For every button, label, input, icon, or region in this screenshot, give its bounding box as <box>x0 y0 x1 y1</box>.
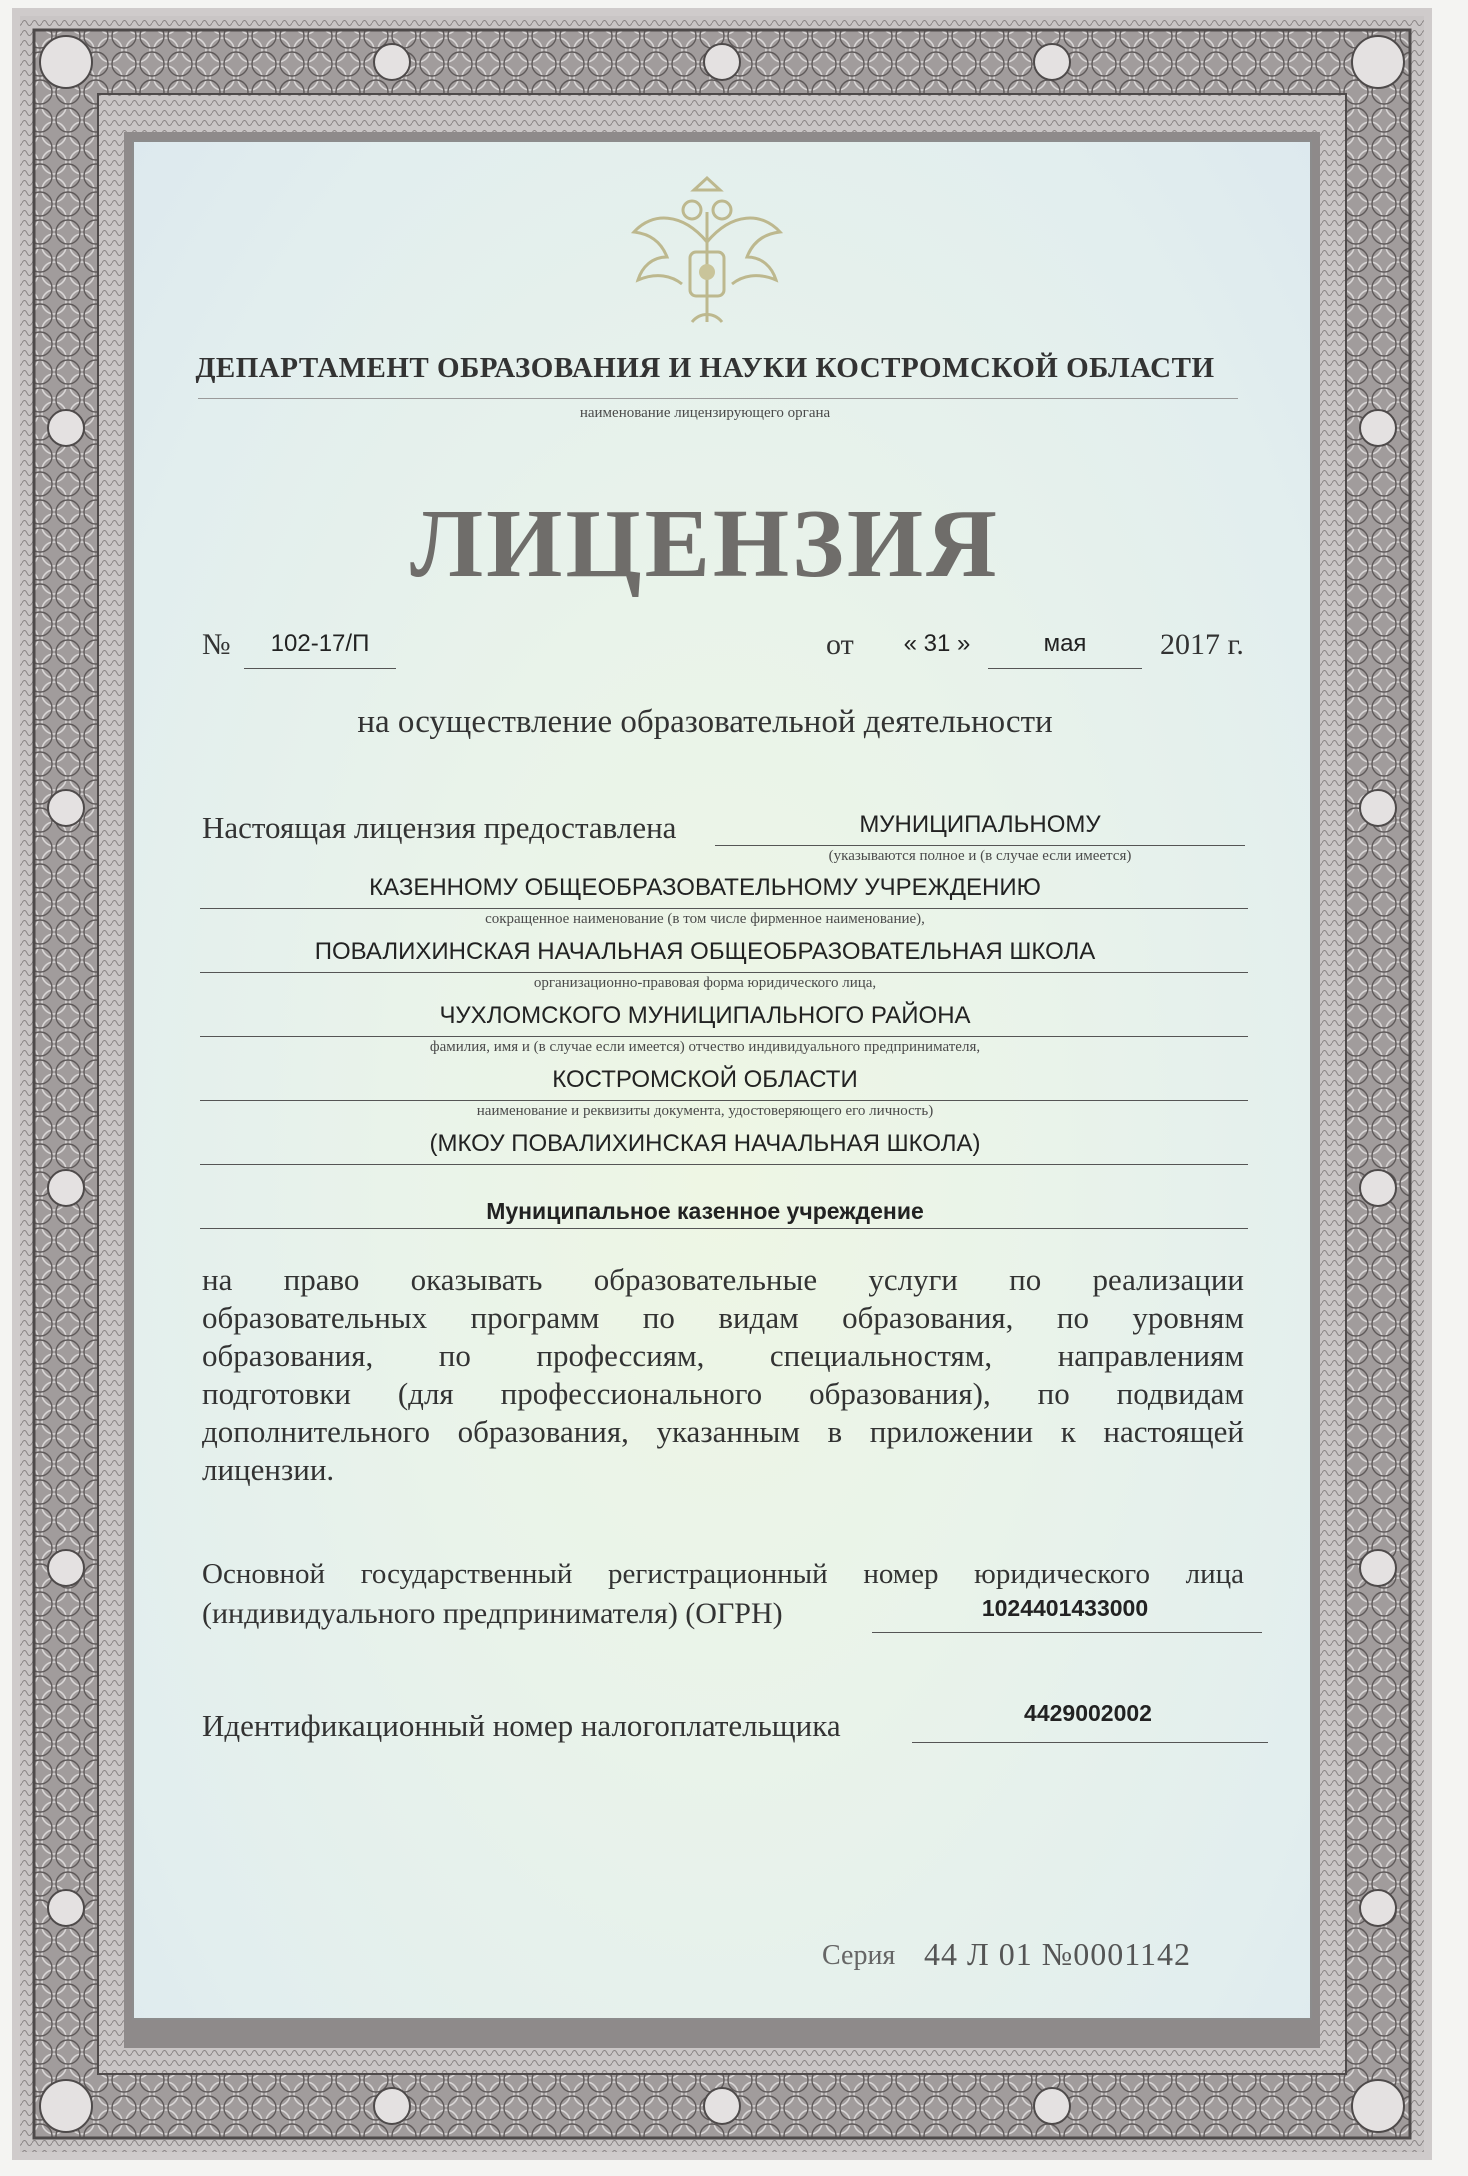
licensing-authority-name: ДЕПАРТАМЕНТ ОБРАЗОВАНИЯ И НАУКИ КОСТРОМСКОЙ ОБЛАСТИ <box>195 352 1215 384</box>
licensee-name-line-2: КАЗЕННОМУ ОБЩЕОБРАЗОВАТЕЛЬНОМУ УЧРЕЖДЕНИЮ <box>369 874 1041 901</box>
authority-caption: наименование лицензирующего органа <box>579 405 831 421</box>
right-text-line-3: образования, по профессиям, специальностям, направлениям <box>202 1338 1244 1373</box>
license-month: мая <box>1043 630 1087 657</box>
license-number: 102-17/П <box>270 630 370 657</box>
licensee-line-3-underline <box>200 972 1248 973</box>
caption-3: организационно-правовая форма юридического лица, <box>533 975 877 991</box>
inn-underline <box>912 1742 1268 1743</box>
caption-4: фамилия, имя и (в случае если имеется) отчество индивидуального предпринимателя, <box>429 1039 981 1055</box>
document-title: ЛИЦЕНЗИЯ <box>410 490 1000 598</box>
date-from-label: от <box>826 628 854 661</box>
ogrn-label-line-1: Основной государственный регистрационный номер юридического лица <box>202 1558 1244 1590</box>
licensee-short-name: (МКОУ ПОВАЛИХИНСКАЯ НАЧАЛЬНАЯ ШКОЛА) <box>429 1130 981 1157</box>
series-label: Серия <box>822 1940 896 1971</box>
license-day: « 31 » <box>903 630 971 657</box>
caption-5: наименование и реквизиты документа, удостоверяющего его личность) <box>476 1103 934 1119</box>
license-year: 2017 г. <box>1160 628 1244 661</box>
license-number-underline <box>244 668 396 669</box>
granted-label: Настоящая лицензия предоставлена <box>202 810 677 845</box>
licensee-name-line-1: МУНИЦИПАЛЬНОМУ <box>859 811 1101 838</box>
inn-value: 4429002002 <box>1024 1700 1152 1726</box>
right-text-line-5: дополнительного образования, указанным в приложении к настоящей <box>202 1414 1244 1449</box>
caption-2: сокращенное наименование (в том числе фирменное наименование), <box>485 911 925 927</box>
inn-label: Идентификационный номер налогоплательщика <box>202 1708 841 1743</box>
ogrn-value: 1024401433000 <box>981 1595 1149 1621</box>
licensee-line-6-underline <box>200 1164 1248 1165</box>
coat-of-arms-emblem <box>622 172 792 352</box>
license-month-underline <box>988 668 1142 669</box>
right-text-line-2: образовательных программ по видам образования, по уровням <box>202 1300 1244 1335</box>
authority-underline <box>198 398 1238 399</box>
caption-1: (указываются полное и (в случае если имеется) <box>828 848 1132 864</box>
right-text-line-1: на право оказывать образовательные услуги по реализации <box>202 1262 1244 1297</box>
right-text-line-4: подготовки (для профессионального образования), по подвидам <box>202 1376 1244 1411</box>
ogrn-underline <box>872 1632 1262 1633</box>
licensee-name-line-5: КОСТРОМСКОЙ ОБЛАСТИ <box>552 1066 858 1093</box>
ogrn-label-line-2: (индивидуального предпринимателя) (ОГРН) <box>202 1597 783 1630</box>
right-text-line-6: лицензии. <box>202 1452 335 1487</box>
licensee-name-line-3: ПОВАЛИХИНСКАЯ НАЧАЛЬНАЯ ОБЩЕОБРАЗОВАТЕЛЬНАЯ ШКОЛА <box>314 938 1096 965</box>
legal-form: Муниципальное казенное учреждение <box>486 1198 924 1224</box>
legal-form-underline <box>200 1228 1248 1229</box>
licensee-line-4-underline <box>200 1036 1248 1037</box>
series-number: 44 Л 01 №0001142 <box>924 1936 1192 1972</box>
license-purpose: на осуществление образовательной деятельности <box>357 704 1053 740</box>
licensee-line-1-underline <box>715 845 1245 846</box>
licensee-line-5-underline <box>200 1100 1248 1101</box>
number-label: № <box>202 628 231 661</box>
licensee-name-line-4: ЧУХЛОМСКОГО МУНИЦИПАЛЬНОГО РАЙОНА <box>439 1002 971 1029</box>
licensee-line-2-underline <box>200 908 1248 909</box>
